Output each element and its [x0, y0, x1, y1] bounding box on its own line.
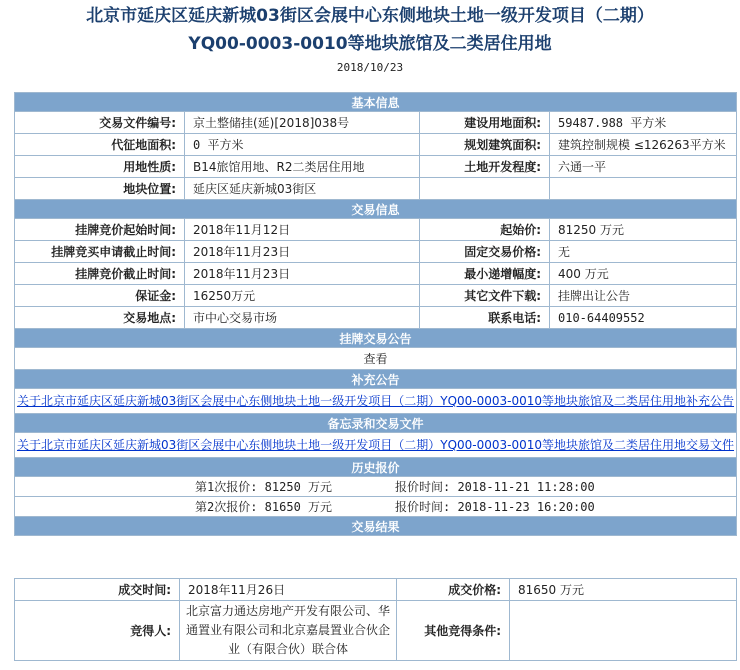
deal-price-label: 成交价格:: [397, 579, 510, 601]
land-use-value: B14旅馆用地、R2二类居住用地: [185, 156, 420, 178]
dev-level-value: 六通一平: [550, 156, 737, 178]
deal-price-value: 81650 万元: [510, 579, 737, 601]
section-memo: 备忘录和交易文件: [15, 414, 737, 433]
history-row: [15, 477, 737, 497]
place-label: 交易地点:: [15, 307, 185, 329]
land-use-label: 用地性质:: [15, 156, 185, 178]
bidder-value: 北京富力通达房地产开发有限公司、华通置业有限公司和北京嘉晨置业合伙企业（有限合伙）联合体: [180, 601, 397, 661]
other-cond-label: 其他竞得条件:: [397, 601, 510, 661]
increment-label: 最小递增幅度:: [420, 263, 550, 285]
fixed-price-value: 无: [550, 241, 737, 263]
other-cond-value: [510, 601, 737, 661]
title-line-1: 北京市延庆区延庆新城03街区会展中心东侧地块土地一级开发项目（二期）: [86, 6, 654, 26]
page: [0, 2, 740, 670]
place-value: 市中心交易市场: [185, 307, 420, 329]
bidder-label: 竞得人:: [15, 601, 180, 661]
page-title: [0, 2, 740, 58]
memo-link[interactable]: 关于北京市延庆区延庆新城03街区会展中心东侧地块土地一级开发项目（二期）YQ00-0003-0010等地块旅馆及二类居住用地交易文件: [16, 438, 735, 452]
memo-cell: [15, 433, 737, 458]
proxy-area-label: 代征地面积:: [15, 134, 185, 156]
start-time-label: 挂牌竞价起始时间:: [15, 219, 185, 241]
history-quote: 第1次报价: 81250 万元: [195, 480, 333, 494]
location-label: 地块位置:: [15, 178, 185, 200]
section-basic: 基本信息: [15, 93, 737, 112]
deposit-value: 16250万元: [185, 285, 420, 307]
empty-cell: [550, 178, 737, 200]
proxy-area-value: 0 平方米: [185, 134, 420, 156]
file-no-value: 京土整储挂(延)[2018]038号: [185, 112, 420, 134]
section-trade: 交易信息: [15, 200, 737, 219]
history-time: 报价时间: 2018-11-23 16:20:00: [395, 500, 595, 514]
other-files-label: 其它文件下载:: [420, 285, 550, 307]
fixed-price-label: 固定交易价格:: [420, 241, 550, 263]
file-no-label: 交易文件编号:: [15, 112, 185, 134]
deal-time-value: 2018年11月26日: [180, 579, 397, 601]
supplement-cell: [15, 389, 737, 414]
phone-value: 010-64409552: [550, 307, 737, 329]
section-announce: 挂牌交易公告: [15, 329, 737, 348]
plan-area-value: 建筑控制规模 ≤126263平方米: [550, 134, 737, 156]
view-announcement-link[interactable]: 查看: [15, 348, 737, 370]
history-row: [15, 497, 737, 517]
section-result: 交易结果: [15, 517, 737, 536]
location-value: 延庆区延庆新城03街区: [185, 178, 420, 200]
phone-label: 联系电话:: [420, 307, 550, 329]
title-line-2: YQ00-0003-0010等地块旅馆及二类居住用地: [188, 34, 552, 54]
deposit-label: 保证金:: [15, 285, 185, 307]
deal-time-label: 成交时间:: [15, 579, 180, 601]
empty-cell: [420, 178, 550, 200]
history-quote: 第2次报价: 81650 万元: [195, 500, 333, 514]
apply-end-label: 挂牌竞买申请截止时间:: [15, 241, 185, 263]
dev-level-label: 土地开发程度:: [420, 156, 550, 178]
section-history: 历史报价: [15, 458, 737, 477]
section-supplement: 补充公告: [15, 370, 737, 389]
publish-date: 2018/10/23: [336, 61, 404, 74]
info-table: [14, 92, 737, 536]
land-area-value: 59487.988 平方米: [550, 112, 737, 134]
bid-end-value: 2018年11月23日: [185, 263, 420, 285]
apply-end-value: 2018年11月23日: [185, 241, 420, 263]
supplement-link[interactable]: 关于北京市延庆区延庆新城03街区会展中心东侧地块土地一级开发项目（二期）YQ00-0003-0010等地块旅馆及二类居住用地补充公告: [16, 394, 735, 408]
start-time-value: 2018年11月12日: [185, 219, 420, 241]
start-price-label: 起始价:: [420, 219, 550, 241]
bid-end-label: 挂牌竞价截止时间:: [15, 263, 185, 285]
land-area-label: 建设用地面积:: [420, 112, 550, 134]
other-files-link[interactable]: 挂牌出让公告: [550, 285, 737, 307]
history-time: 报价时间: 2018-11-21 11:28:00: [395, 480, 595, 494]
plan-area-label: 规划建筑面积:: [420, 134, 550, 156]
result-table: [14, 578, 737, 661]
increment-value: 400 万元: [550, 263, 737, 285]
start-price-value: 81250 万元: [550, 219, 737, 241]
